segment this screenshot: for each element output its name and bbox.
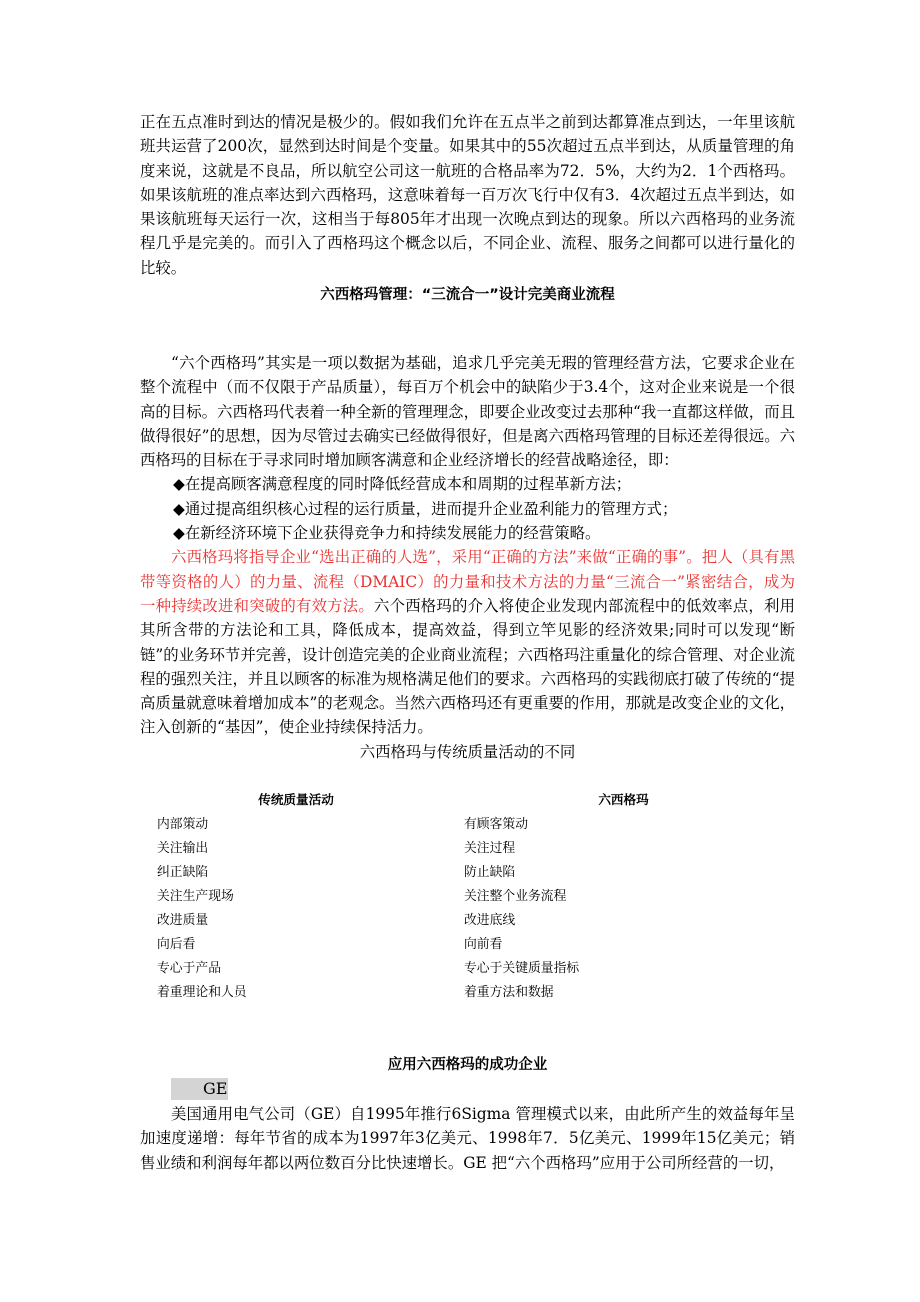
- table-caption: 六西格玛与传统质量活动的不同: [359, 742, 576, 761]
- table-cell: 专心于产品: [157, 960, 221, 976]
- table-cell: 向前看: [464, 936, 503, 952]
- table-row: [140, 882, 795, 906]
- table-cell: 向后看: [157, 936, 196, 952]
- column-header-traditional: 传统质量活动: [258, 791, 334, 807]
- bullet-item: ◆通过提高组织核心过程的运行质量，进而提升企业盈利能力的管理方式；: [173, 499, 678, 518]
- paragraph-three-flows: [140, 545, 795, 739]
- table-cell: 关注过程: [464, 840, 516, 856]
- table-cell: 关注输出: [157, 840, 209, 856]
- paragraph-text: 六个西格玛的介入将使企业发现内部流程中的低效率点，利用其所含带的方法论和工具，降低成本，提高效益，得到立竿见影的经济效果;同时可以发现“断链”的业务环节并完善，设计创造完美的企业商业流程；六西格玛注重量化的综合管理、对企业流程的强烈关注，并且以顾客的标准为规格满足他们的要求。六西格玛的实践彻底打破了传统的“提高质量就意味着增加成本”的老观念。当然六西格玛还有更重要的作用，那就是改变企业的文化，注入创新的“基因”，使企业持续保持活力。: [140, 596, 795, 737]
- table-cell: 改进质量: [157, 912, 209, 928]
- comparison-table: [140, 786, 795, 1002]
- table-row: [140, 930, 795, 954]
- table-cell: 关注整个业务流程: [464, 888, 567, 904]
- section-title-three-flows: 六西格玛管理：“三流合一”设计完美商业流程: [320, 287, 615, 303]
- table-row: [140, 858, 795, 882]
- table-row: [140, 954, 795, 978]
- bullet-item: ◆在提高顾客满意程度的同时降低经营成本和周期的过程革新方法；: [173, 475, 632, 494]
- intro-section: [140, 110, 795, 280]
- table-cell: 专心于关键质量指标: [464, 960, 580, 976]
- table-cell: 防止缺陷: [464, 864, 516, 880]
- section-title-success-cases: 应用六西格玛的成功企业: [387, 1057, 548, 1073]
- table-cell: 有顾客策动: [464, 816, 528, 832]
- table-cell: 关注生产现场: [157, 888, 234, 904]
- ge-section: [140, 1076, 795, 1175]
- table-header-row: [140, 786, 795, 810]
- bullet-item: ◆在新经济环境下企业获得竞争力和持续发展能力的经营策略。: [173, 524, 601, 543]
- column-header-six-sigma: 六西格玛: [598, 791, 649, 807]
- table-cell: 着重理论和人员: [157, 984, 247, 1000]
- table-cell: 着重方法和数据: [464, 984, 554, 1000]
- table-cell: 内部策动: [157, 816, 209, 832]
- table-row: [140, 810, 795, 834]
- section-heading-1: [140, 283, 795, 307]
- table-row: [140, 834, 795, 858]
- table-cell: 改进底线: [464, 912, 516, 928]
- paragraph-six-sigma-definition: “六个西格玛”其实是一项以数据为基础，追求几乎完美无瑕的管理经营方法，它要求企业在整个流程中（而不仅限于产品质量），每百万个机会中的缺陷少于3.4个，这对企业来说是一个很高的目标。六西格玛代表着一种全新的管理理念，即要企业改变过去那种“我一直都这样做，而且做得很好”的思想，因为尽管过去确实已经做得很好，但是离六西格玛管理的目标还差得很远。六西格玛的目标在于寻求同时增加顾客满意和企业经济增长的经营战略途径，即：: [140, 354, 795, 470]
- table-row: [140, 906, 795, 930]
- ge-label-line: [140, 1076, 795, 1102]
- body-section: [140, 351, 795, 764]
- intro-paragraph: 正在五点准时到达的情况是极少的。假如我们允许在五点半之前到达都算准点到达，一年里该航班共运营了200次，显然到达时间是个变量。如果其中的55次超过五点半到达，从质量管理的角度来说，这就是不良品，所以航空公司这一航班的合格品率为72．5%，大约为2．1个西格玛。如果该航班的准点率达到六西格玛，这意味着每一百万次飞行中仅有3．4次超过五点半到达，如果该航班每天运行一次，这相当于每805年才出现一次晚点到达的现象。所以六西格玛的业务流程几乎是完美的。而引入了西格玛这个概念以后，不同企业、流程、服务之间都可以进行量化的比较。: [140, 113, 795, 277]
- table-row: [140, 978, 795, 1002]
- section-heading-2: [140, 1053, 795, 1077]
- table-cell: 纠正缺陷: [157, 864, 209, 880]
- ge-label: GE: [171, 1078, 228, 1100]
- highlighted-text: 六西格玛将指导企业“选出正确的人选”，采用“正确的方法”来做“正确的事”。把人（具有黑带等资格的人）的力量、流程（DMAIC）的力量和技术方法的力量“三流合一”紧密结合，成为一种持续改进和突破的有效方法。: [140, 548, 795, 615]
- paragraph-ge: 美国通用电气公司（GE）自1995年推行6Sigma 管理模式以来，由此所产生的效益每年呈加速度递增：每年节省的成本为1997年3亿美元、1998年7．5亿美元、1999年15亿美元；销售业绩和利润每年都以两位数百分比快速增长。GE 把“六个西格玛”应用于公司所经营的一切，: [140, 1105, 795, 1172]
